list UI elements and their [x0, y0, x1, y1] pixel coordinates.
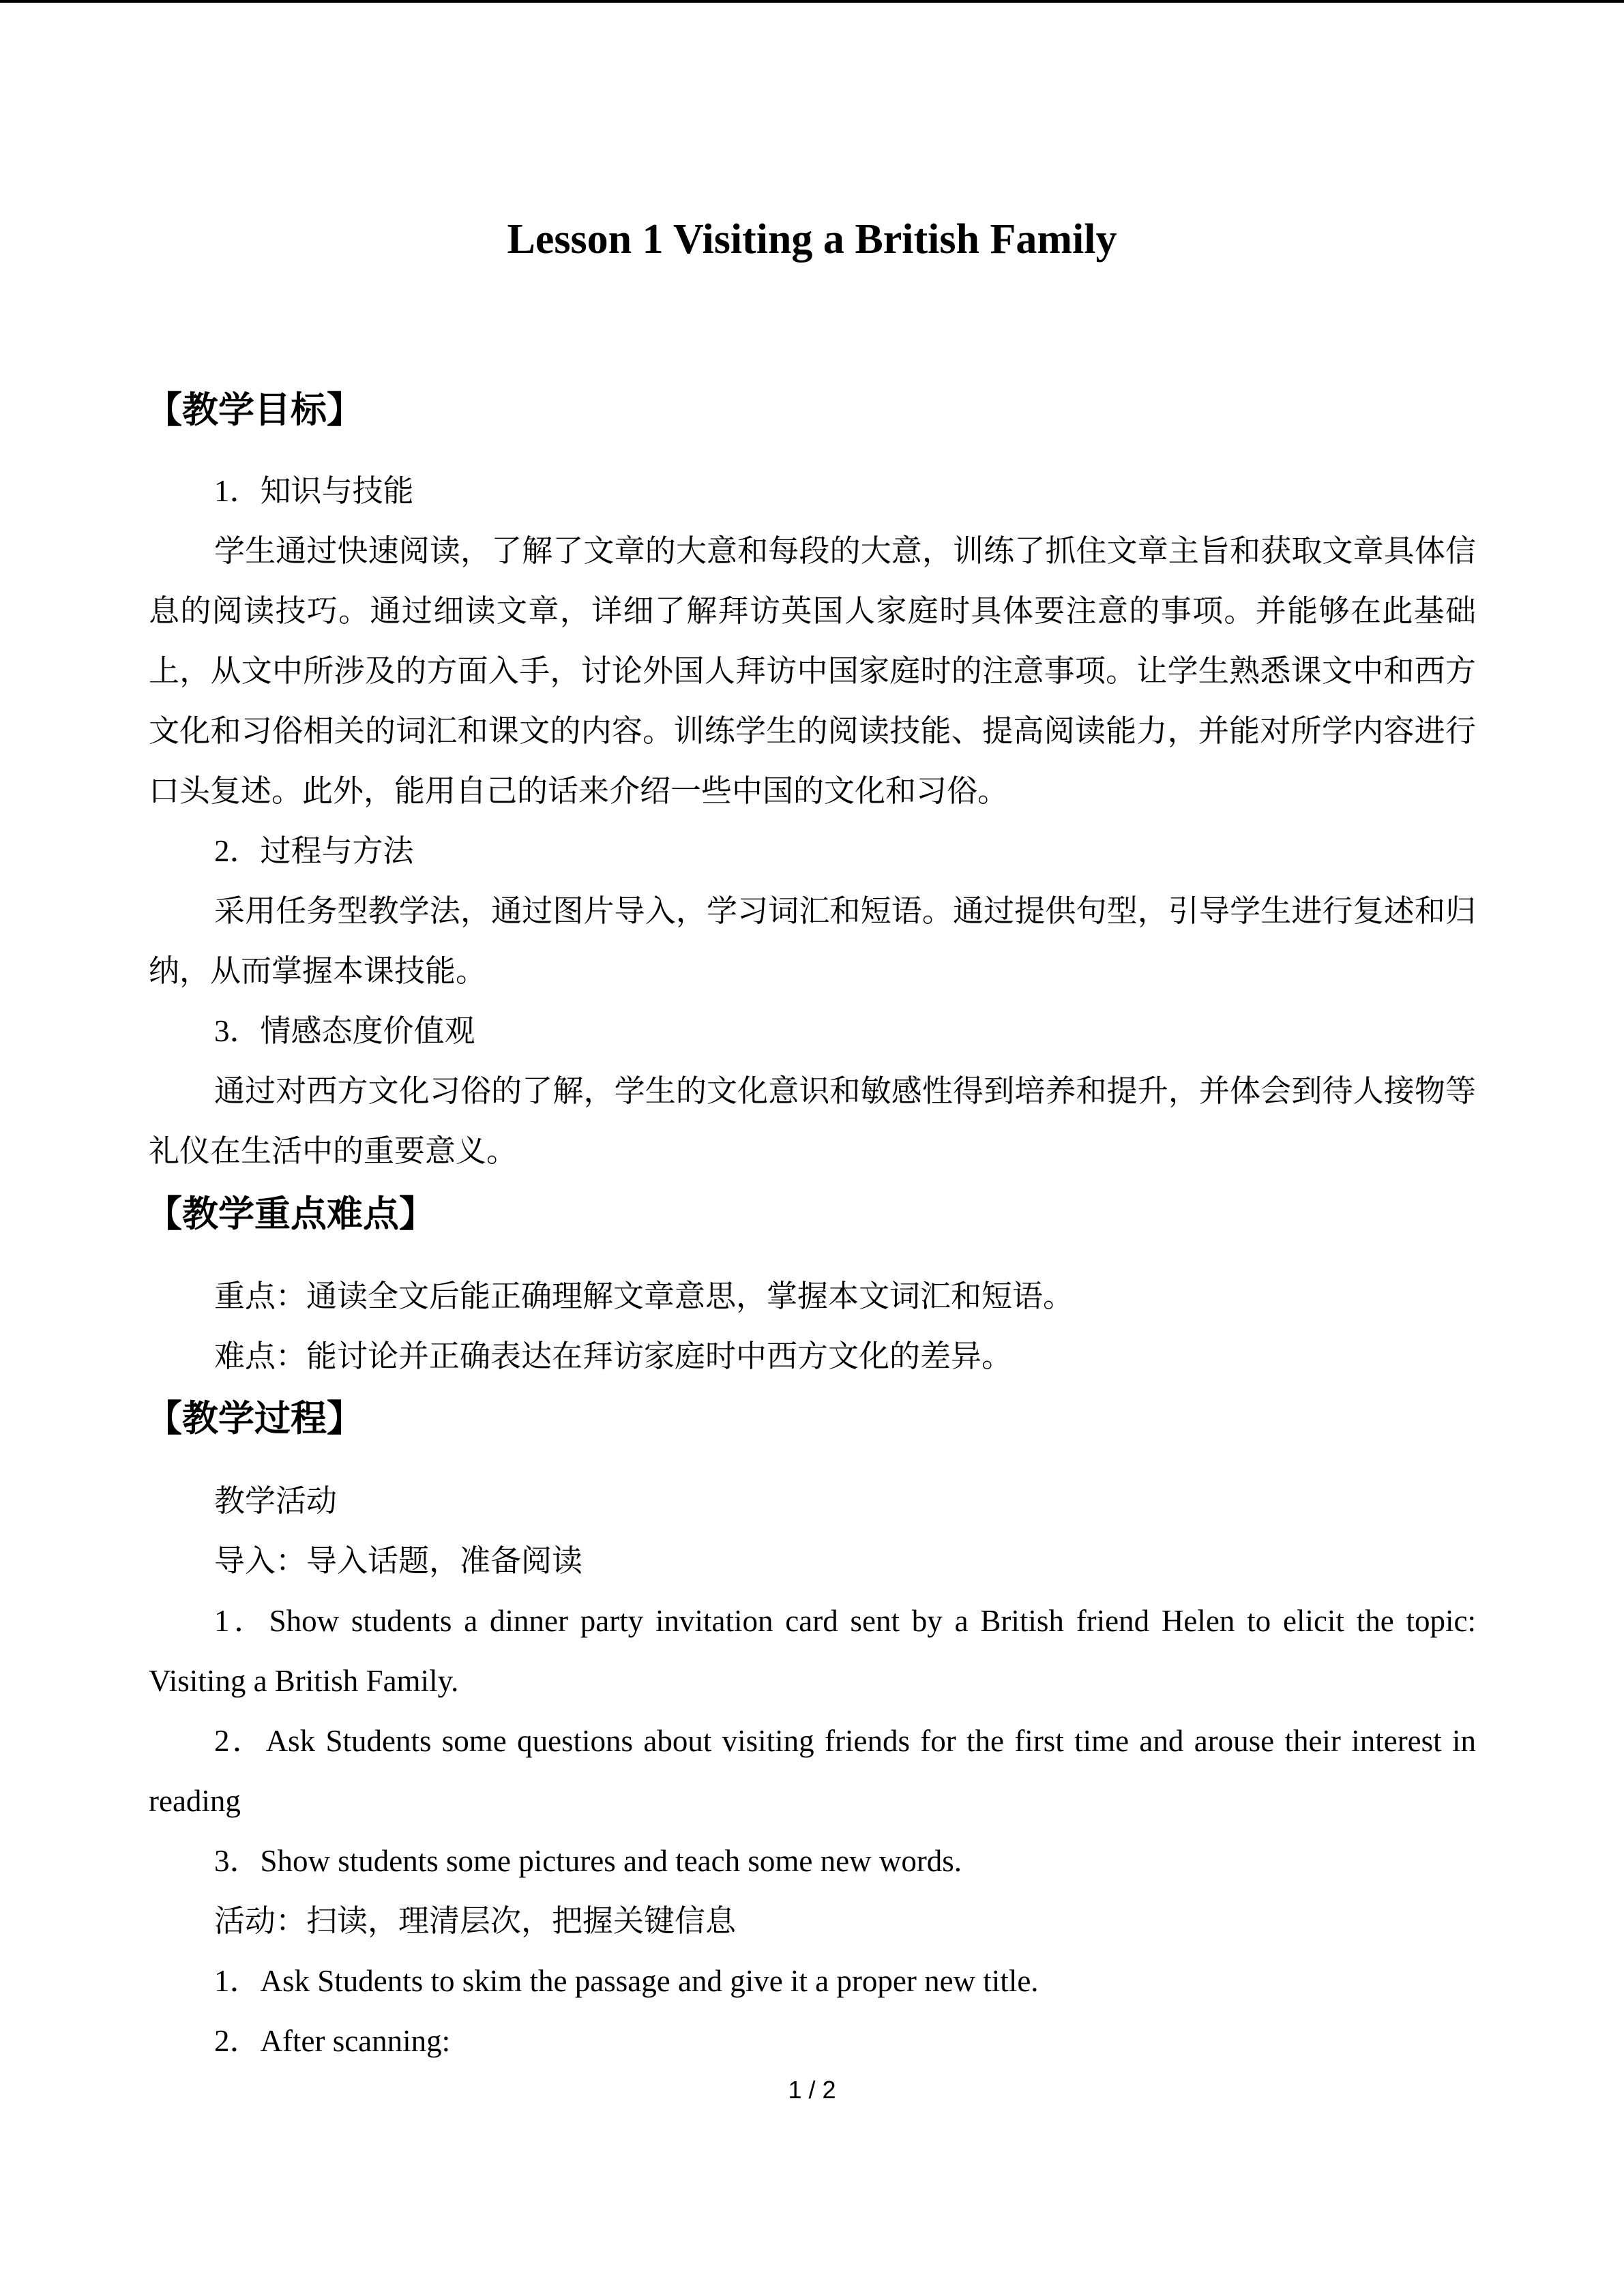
difficulty-text: 难点：能讨论并正确表达在拜访家庭时中西方文化的差异。 [214, 1339, 1013, 1373]
page-number: 1 / 2 [788, 2076, 836, 2104]
lead-in-step-2: 2．Ask Students some questions about visiting friends for the first time and arouse their interest in reading [149, 1724, 1476, 1818]
objectives-heading: 【教学目标】 [146, 389, 363, 431]
objective-3-text: 通过对西方文化习俗的了解，学生的文化意识和敏感性得到培养和提升，并体会到待人接物等礼仪在生活中的重要意义。 [149, 1074, 1476, 1168]
objective-3-title: 3．情感态度价值观 [214, 1014, 475, 1048]
lead-in-step-3: 3．Show students some pictures and teach some new words. [214, 1844, 962, 1878]
activity-step-1: 1．Ask Students to skim the passage and give it a proper new title. [214, 1964, 1039, 1998]
objective-2-title: 2．过程与方法 [214, 834, 414, 868]
objective-2-text: 采用任务型教学法，通过图片导入，学习词汇和短语。通过提供句型，引导学生进行复述和归纳，从而掌握本课技能。 [149, 894, 1476, 988]
lead-in-step-1: 1．Show students a dinner party invitation card sent by a British friend Helen to elicit the topic: Visiting a British Family. [149, 1604, 1476, 1698]
objective-1-text: 学生通过快速阅读，了解了文章的大意和每段的大意，训练了抓住文章主旨和获取文章具体信息的阅读技巧。通过细读文章，详细了解拜访英国人家庭时具体要注意的事项。并能够在此基础上，从文中所涉及的方面入手，讨论外国人拜访中国家庭时的注意事项。让学生熟悉课文中和西方文化和习俗相关的词汇和课文的内容。训练学生的阅读技能、提高阅读能力，并能对所学内容进行口头复述。此外，能用自己的话来介绍一些中国的文化和习俗。 [149, 534, 1476, 808]
lead-in-label: 导入：导入话题，准备阅读 [214, 1544, 583, 1578]
objective-1-title: 1．知识与技能 [214, 474, 414, 508]
top-border [0, 0, 1624, 3]
lesson-title: Lesson 1 Visiting a British Family [507, 216, 1117, 263]
activity-label: 活动：扫读，理清层次，把握关键信息 [214, 1904, 737, 1938]
focus-text: 重点：通读全文后能正确理解文章意思，掌握本文词汇和短语。 [214, 1279, 1074, 1313]
activities-label: 教学活动 [214, 1484, 338, 1518]
key-points-heading: 【教学重点难点】 [146, 1193, 435, 1235]
process-heading: 【教学过程】 [146, 1398, 363, 1440]
activity-step-2: 2．After scanning: [214, 2024, 451, 2058]
